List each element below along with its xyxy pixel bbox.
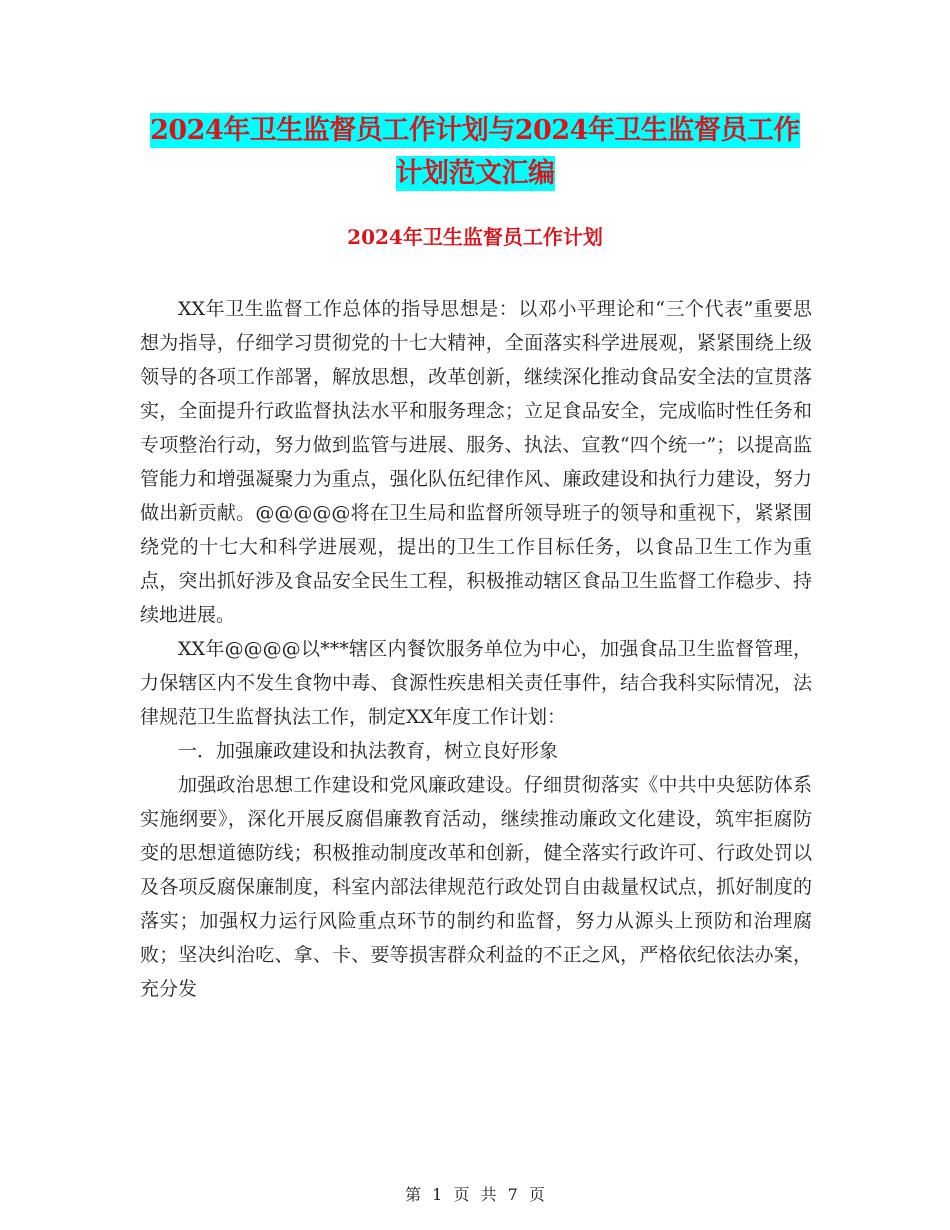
paragraph: XX年卫生监督工作总体的指导思想是：以邓小平理论和“三个代表”重要思想为指导，仔细学习贯彻党的十七大精神，全面落实科学进展观，紧紧围绕上级领导的各项工作部署，解放思想，改革创新，继续深化推动食品安全法的宣贯落实，全面提升行政监督执法水平和服务理念；立足食品安全，完成临时性任务和专项整治行动，努力做到监管与进展、服务、执法、宣教“四个统一”；以提高监管能力和增强凝聚力为重点，强化队伍纪律作风、廉政建设和执行力建设，努力做出新贡献。@@@@@将在卫生局和监督所领导班子的领导和重视下，紧紧围绕党的十七大和科学进展观，提出的卫生工作目标任务，以食品卫生工作为重点，突出抓好涉及食品安全民生工程，积极推动辖区食品卫生监督工作稳步、持续地进展。: [140, 298, 812, 626]
section-heading: 一．加强廉政建设和执法教育，树立良好形象: [178, 740, 559, 762]
body-text: [140, 292, 812, 1006]
document-title-line-2: [0, 155, 950, 193]
title-highlight: 计划范文汇编: [395, 158, 555, 189]
page-footer: 第 1 页 共 7 页: [405, 1185, 545, 1204]
document-title-line-1: [0, 112, 950, 150]
paragraph: 加强政治思想工作建设和党风廉政建设。仔细贯彻落实《中共中央惩防体系实施纲要》，深化开展反腐倡廉教育活动，继续推动廉政文化建设，筑牢拒腐防变的思想道德防线；积极推动制度改革和创新，健全落实行政许可、行政处罚以及各项反腐保廉制度，科室内部法律规范行政处罚自由裁量权试点，抓好制度的落实；加强权力运行风险重点环节的制约和监督，努力从源头上预防和治理腐败；坚决纠治吃、拿、卡、要等损害群众利益的不正之风，严格依纪依法办案，充分发: [140, 774, 812, 1000]
paragraph: XX年@@@@以***辖区内餐饮服务单位为中心，加强食品卫生监督管理，力保辖区内不发生食物中毒、食源性疾患相关责任事件，结合我科实际情况，法律规范卫生监督执法工作，制定XX年度工作计划：: [140, 638, 812, 728]
section-title: 2024年卫生监督员工作计划: [347, 225, 603, 249]
title-highlight: 2024年卫生监督员工作计划与2024年卫生监督员工作: [150, 115, 800, 146]
